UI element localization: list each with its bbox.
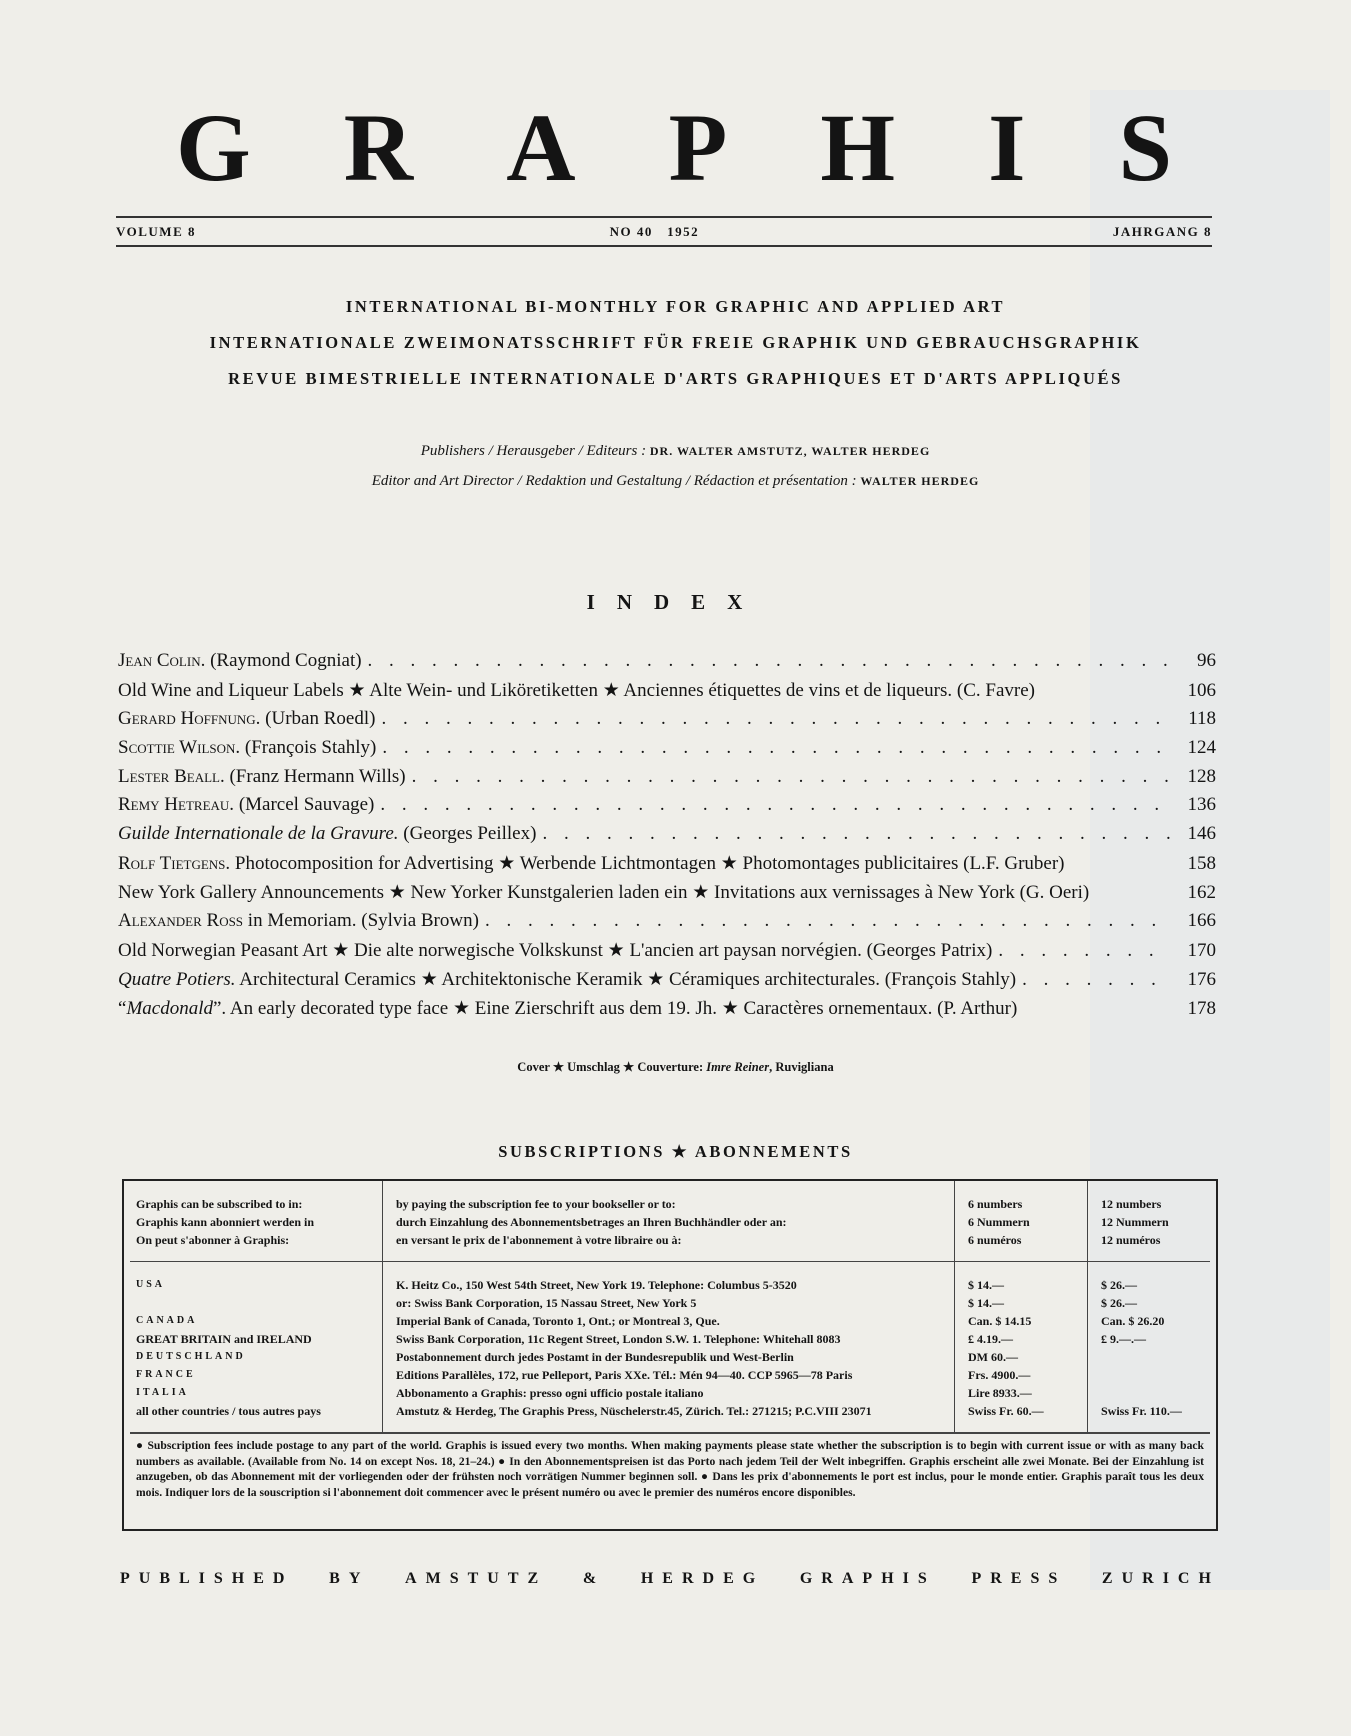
dot-leader (998, 940, 1170, 962)
index-entry (118, 910, 1216, 939)
agent-address: Abbonamento a Graphis: presso ogni ufficio postale italiano (396, 1386, 704, 1400)
entry-title (118, 910, 479, 932)
issue-label: NO 40 1952 (609, 224, 700, 239)
volume-row (116, 224, 1212, 240)
dot-leader (381, 708, 1170, 730)
entry-title (118, 939, 992, 962)
entry-page-number: 128 (1187, 765, 1216, 787)
masthead-letter: A (506, 94, 576, 201)
country-name: FRANCE (136, 1369, 196, 1380)
footer-word: GRAPHIS (799, 1570, 936, 1587)
agent-address: Imperial Bank of Canada, Toronto 1, Ont.; or Montreal 3, Que. (396, 1314, 720, 1328)
country-name: ITALIA (136, 1387, 189, 1398)
entry-title (118, 737, 376, 759)
masthead-letter: G (176, 94, 251, 201)
masthead-letter: P (668, 94, 728, 201)
index-entry (118, 939, 1216, 968)
column-divider (382, 1181, 383, 1433)
entry-title-part: Macdonald (126, 997, 213, 1019)
header-line: 6 Nummern (968, 1215, 1030, 1229)
price-twelve: Can. $ 26.20 (1101, 1314, 1165, 1328)
index-entry (118, 650, 1216, 679)
header-divider (130, 1261, 1210, 1262)
entry-page-number: 136 (1187, 794, 1216, 816)
price-twelve: Swiss Fr. 110.— (1101, 1404, 1182, 1418)
masthead-letter: I (988, 94, 1026, 201)
entry-title (118, 881, 1089, 904)
entry-title-part: in Memoriam. (Sylvia Brown) (243, 910, 479, 932)
editor-label: Editor and Art Director / Redaktion und Gestaltung / Rédaction et présentation : (371, 473, 857, 489)
header-line: 6 numéros (968, 1233, 1022, 1247)
index-entry (118, 737, 1216, 766)
price-six: Lire 8933.— (968, 1386, 1032, 1400)
price-six: $ 14.— (968, 1296, 1004, 1310)
entry-title-part: Rolf Tietgens. (118, 853, 231, 875)
subtitle-en: INTERNATIONAL BI-MONTHLY FOR GRAPHIC AND APPLIED ART (345, 297, 1006, 316)
header-line: by paying the subscription fee to your bookseller or to: (396, 1197, 676, 1211)
masthead-title (116, 94, 1212, 201)
entry-page-number: 118 (1188, 707, 1216, 729)
header-line: durch Einzahlung des Abonnementsbetrages an Ihren Buchhändler oder an: (396, 1215, 787, 1229)
entry-page-number: 96 (1197, 650, 1216, 671)
editor-line (0, 473, 1351, 490)
subscription-table (122, 1179, 1218, 1531)
subtitle-de: INTERNATIONALE ZWEIMONATSSCHRIFT FÜR FREIE GRAPHIK UND GEBRAUCHSGRAPHIK (209, 333, 1142, 352)
cover-artist: Imre Reiner (706, 1060, 770, 1074)
entry-page-number: 106 (1187, 679, 1216, 701)
entry-title-part: “ (118, 997, 127, 1019)
entry-page-number: 170 (1187, 939, 1216, 961)
footer-word: HERDEG (640, 1570, 765, 1587)
footer-word: AMSTUTZ (405, 1570, 548, 1587)
footer-word: PRESS (971, 1570, 1067, 1587)
entry-page-number: 158 (1187, 853, 1216, 875)
index-entry (118, 968, 1216, 997)
entry-title (118, 997, 1017, 1020)
price-twelve (1101, 1366, 1182, 1384)
entry-page-number: 146 (1187, 823, 1216, 845)
entry-page-number: 176 (1187, 968, 1216, 990)
entry-title-part: (Raymond Cogniat) (205, 650, 362, 671)
country-name: CANADA (136, 1315, 198, 1326)
bottom-rule (116, 245, 1212, 247)
header-where (136, 1195, 314, 1249)
cover-place: , Ruvigliana (769, 1060, 834, 1074)
agent-column (396, 1276, 872, 1420)
country-column (136, 1276, 321, 1420)
index-entry (118, 708, 1216, 737)
price-twelve (1101, 1348, 1182, 1366)
entry-title (118, 679, 1035, 702)
price-twelve: $ 26.— (1101, 1296, 1137, 1310)
header-how (396, 1195, 787, 1249)
index-entry (118, 881, 1216, 910)
footer-word: & (582, 1570, 606, 1587)
price-six: Frs. 4900.— (968, 1368, 1031, 1382)
header-line: On peut s'abonner à Graphis: (136, 1233, 290, 1247)
masthead-letter: R (343, 94, 414, 201)
entry-title (118, 708, 375, 730)
price-six: DM 60.— (968, 1350, 1018, 1364)
dot-leader (412, 766, 1170, 788)
agent-address: Editions Parallèles, 172, rue Pelleport, Paris XXe. Tél.: Mén 94—40. CCP 5965—78 Paris (396, 1368, 853, 1382)
dot-leader (485, 910, 1170, 932)
column-divider (954, 1181, 955, 1433)
header-line: 12 numbers (1101, 1197, 1162, 1211)
agent-address: Swiss Bank Corporation, 11c Regent Street, London S.W. 1. Telephone: Whitehall 8083 (396, 1332, 841, 1346)
index-entry (118, 766, 1216, 795)
editor-name: WALTER HERDEG (860, 474, 980, 488)
price-twelve (1101, 1384, 1182, 1402)
entry-title-part: Jean Colin. (118, 650, 206, 671)
header-line: 12 Nummern (1101, 1215, 1169, 1229)
twelve-price-column (1101, 1276, 1182, 1420)
masthead-letter: H (820, 94, 896, 201)
entry-title (118, 766, 406, 788)
entry-title-part: (Franz Hermann Wills) (224, 765, 406, 787)
price-twelve: $ 26.— (1101, 1278, 1137, 1292)
entry-title-part: ”. An early decorated type face ★ Eine Zierschrift aus dem 19. Jh. ★ Caractères ornementaux. (P. Arthur) (212, 997, 1018, 1019)
masthead-letter: S (1118, 94, 1172, 201)
header-line: Graphis can be subscribed to in: (136, 1197, 303, 1211)
index-entry (118, 823, 1216, 852)
entry-title (118, 852, 1065, 875)
price-six: Swiss Fr. 60.— (968, 1404, 1044, 1418)
price-six: £ 4.19.— (968, 1332, 1013, 1346)
entry-title-part: (Marcel Sauvage) (234, 794, 375, 816)
publishers-label: Publishers / Herausgeber / Editeurs : (420, 443, 647, 459)
cover-label: Cover ★ Umschlag ★ Couverture: (517, 1060, 704, 1074)
entry-title-part: Photocomposition for Advertising ★ Werbende Lichtmontagen ★ Photomontages publicitaires (L.F. Gruber) (230, 853, 1065, 875)
publisher-footer (120, 1570, 1220, 1588)
entry-title-part: (Georges Peillex) (398, 823, 537, 845)
country-name: USA (136, 1279, 166, 1290)
index-entry (118, 997, 1216, 1026)
dot-leader (368, 650, 1170, 672)
agent-address: K. Heitz Co., 150 West 54th Street, New York 19. Telephone: Columbus 5-3520 (396, 1278, 797, 1292)
entry-title-part: Alexander Ross (118, 910, 244, 932)
publishers-names: DR. WALTER AMSTUTZ, WALTER HERDEG (649, 444, 931, 458)
price-six: Can. $ 14.15 (968, 1314, 1032, 1328)
entry-title (118, 794, 374, 816)
cover-credit (0, 1059, 1351, 1075)
index-list (118, 650, 1216, 1026)
index-entry (118, 794, 1216, 823)
entry-title-part: Quatre Potiers. (118, 968, 236, 990)
country-name: all other countries / tous autres pays (136, 1404, 321, 1418)
entry-page-number: 124 (1187, 736, 1216, 758)
entry-page-number: 166 (1187, 910, 1216, 932)
entry-title-part: New York Gallery Announcements ★ New Yorker Kunstgalerien laden ein ★ Invitations aux vernissages à New York (G. Oeri) (118, 882, 1090, 904)
entry-title-part: (François Stahly) (240, 736, 377, 758)
country-name (136, 1294, 321, 1312)
entry-title-part: Gerard Hoffnung. (118, 707, 261, 729)
header-six-issues (968, 1195, 1030, 1249)
entry-title (118, 968, 1016, 991)
dot-leader (380, 794, 1170, 816)
entry-title-part: Scottie Wilson. (118, 736, 241, 758)
entry-title-part: Architectural Ceramics ★ Architektonische Keramik ★ Céramiques architecturales. (François Stahly) (235, 968, 1017, 990)
entry-title (118, 823, 536, 845)
jahrgang-label: JAHRGANG 8 (1112, 224, 1212, 239)
top-rule (116, 216, 1212, 218)
index-heading: INDEX (586, 590, 765, 614)
agent-address: Amstutz & Herdeg, The Graphis Press, Nüschelerstr.45, Zürich. Tel.: 271215; P.C.VIII 23071 (396, 1404, 872, 1418)
publishers-line (0, 443, 1351, 460)
header-line: Graphis kann abonniert werden in (136, 1215, 315, 1229)
dot-leader (382, 737, 1170, 759)
dot-leader (1022, 969, 1170, 991)
entry-page-number: 162 (1187, 882, 1216, 904)
subtitle-fr: REVUE BIMESTRIELLE INTERNATIONALE D'ARTS GRAPHIQUES ET D'ARTS APPLIQUÉS (228, 369, 1123, 388)
index-entry (118, 852, 1216, 881)
column-divider (1087, 1181, 1088, 1433)
country-name: GREAT BRITAIN and IRELAND (136, 1332, 312, 1346)
footer-word: BY (329, 1570, 370, 1587)
country-name: DEUTSCHLAND (136, 1351, 246, 1362)
subscriptions-heading: SUBSCRIPTIONS ★ ABONNEMENTS (498, 1142, 853, 1161)
entry-title-part: Guilde Internationale de la Gravure. (118, 823, 399, 845)
price-six: $ 14.— (968, 1278, 1004, 1292)
notes-divider (130, 1432, 1210, 1434)
entry-title (118, 650, 362, 672)
agent-address: Postabonnement durch jedes Postamt in der Bundesrepublik und West-Berlin (396, 1350, 794, 1364)
entry-title-part: Old Norwegian Peasant Art ★ Die alte norwegische Volkskunst ★ L'ancien art paysan norvégien. (Georges Patrix) (118, 939, 993, 961)
header-twelve-issues (1101, 1195, 1169, 1249)
footer-word: ZURICH (1101, 1570, 1220, 1587)
agent-address: or: Swiss Bank Corporation, 15 Nassau Street, New York 5 (396, 1296, 697, 1310)
volume-label: VOLUME 8 (116, 224, 196, 239)
subscription-notes: ● Subscription fees include postage to any part of the world. Graphis is issued every two months. When making payments please state whether the subscription is to begin with current issue or with as many back numbers as available. (Available from No. 14 on except Nos. 18, 21–24.) ● In den Abonnementspreisen ist das Porto nach jedem Teil der Welt inbegriffen. Graphis erscheint alle zwei Monate. Bei der Einzahlung ist anzugeben, ob das Abonnement mit der vorliegenden oder der frühsten noch vorrätigen Nummer beginnen soll. ● Dans les prix d'abonnements le port est inclus, pour le monde entier. Graphis paraît tous les deux mois. Indiquer lors de la souscription si l'abonnement doit commencer avec le présent numéro ou avec le premier des numéros encore disponibles. (136, 1439, 1204, 1499)
index-entry (118, 679, 1216, 708)
entry-title-part: (Urban Roedl) (260, 707, 376, 729)
six-price-column (968, 1276, 1044, 1420)
entry-title-part: Remy Hetreau. (118, 794, 235, 816)
header-line: 6 numbers (968, 1197, 1023, 1211)
dot-leader (542, 823, 1170, 845)
entry-title-part: Old Wine and Liqueur Labels ★ Alte Wein- und Liköretiketten ★ Anciennes étiquettes de vins et de liqueurs. (C. Favre) (118, 679, 1035, 701)
header-line: en versant le prix de l'abonnement à votre libraire ou à: (396, 1233, 682, 1247)
entry-title-part: Lester Beall. (118, 765, 225, 787)
footer-word: PUBLISHED (120, 1570, 294, 1587)
entry-page-number: 178 (1187, 997, 1216, 1019)
price-twelve: £ 9.—.— (1101, 1332, 1146, 1346)
header-line: 12 numéros (1101, 1233, 1161, 1247)
